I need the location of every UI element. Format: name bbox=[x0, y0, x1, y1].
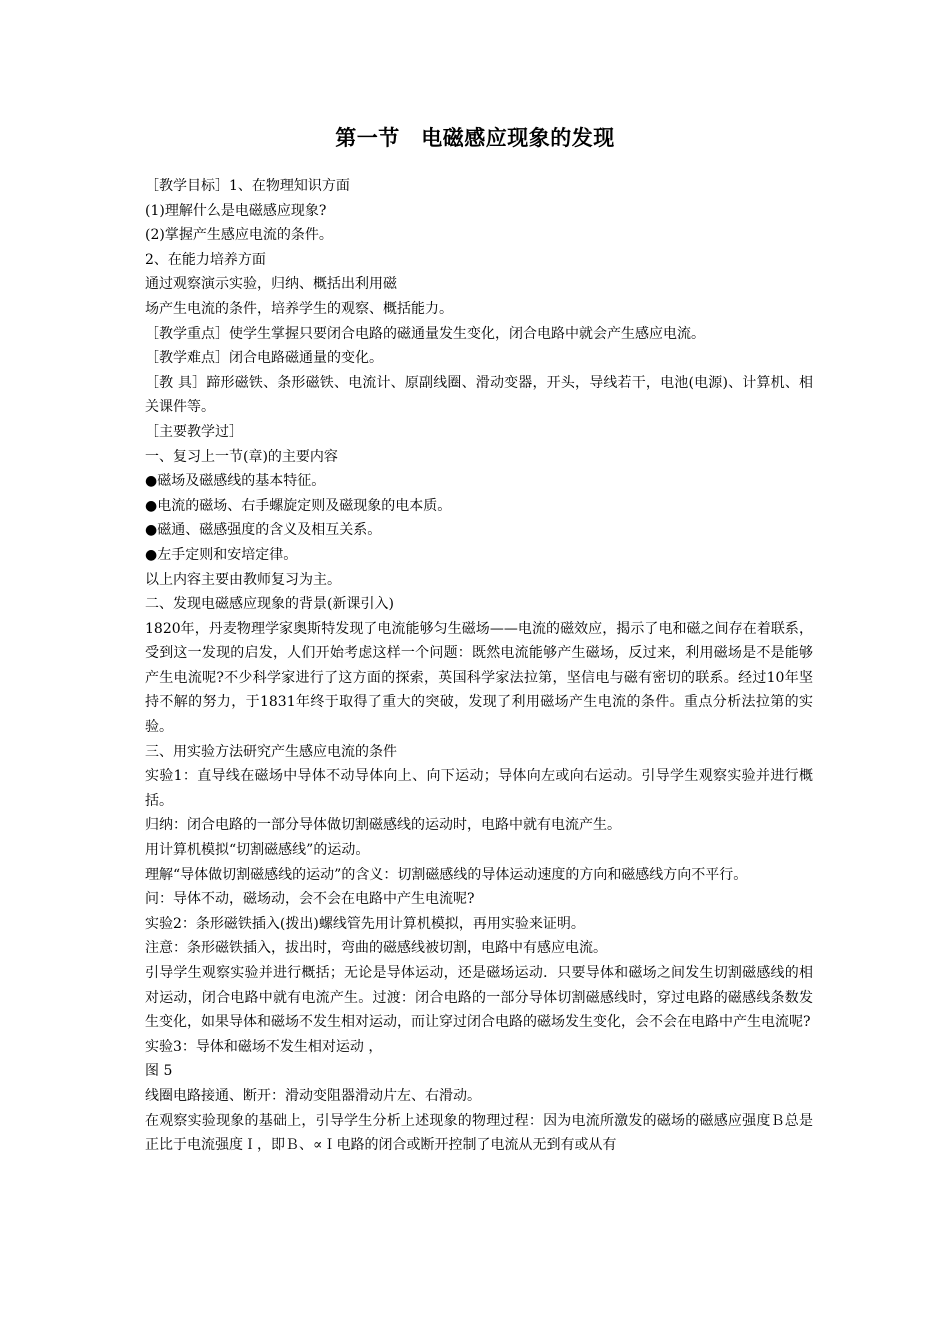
paragraph: 实验1：直导线在磁场中导体不动导体向上、向下运动；导体向左或向右运动。引导学生观察实验并进行概括。 bbox=[145, 768, 813, 809]
paragraph: 注意：条形磁铁插入，拔出时，弯曲的磁感线被切割，电路中有感应电流。 bbox=[145, 940, 607, 957]
paragraph: 在观察实验现象的基础上，引导学生分析上述现象的物理过程：因为电流所激发的磁场的磁感应强度Ｂ总是正比于电流强度Ｉ，即Ｂ、∝Ｉ电路的闭合或断开控制了电流从无到有或从有 bbox=[145, 1112, 813, 1154]
document-title: 第一节 电磁感应现象的发现 bbox=[335, 125, 615, 150]
paragraph: ●磁通、磁感强度的含义及相互关系。 bbox=[145, 522, 382, 539]
paragraph: 二、发现电磁感应现象的背景(新课引入) bbox=[145, 596, 394, 613]
paragraph: 引导学生观察实验并进行概括；无论是导体运动，还是磁场运动．只要导体和磁场之间发生切割磁感线的相对运动，闭合电路中就有电流产生。过渡：闭合电路的一部分导体切割磁感线时，穿过电路的磁感线条数发生变化，如果导体和磁场不发生相对运动，而让穿过闭合电路的磁场发生变化，会不会在电路中产生电流呢? bbox=[145, 965, 813, 1031]
paragraph: 一、复习上一节(章)的主要内容 bbox=[145, 448, 338, 465]
paragraph: 以上内容主要由教师复习为主。 bbox=[145, 571, 341, 588]
paragraph: 2、在能力培养方面 bbox=[145, 251, 266, 268]
paragraph: 实验2：条形磁铁插入(拨出)螺线管先用计算机模拟，再用实验来证明。 bbox=[145, 915, 585, 932]
paragraph: ●电流的磁场、右手螺旋定则及磁现象的电本质。 bbox=[145, 497, 452, 514]
paragraph: 问：导体不动，磁场动，会不会在电路中产生电流呢? bbox=[145, 891, 475, 908]
paragraph: 1820年，丹麦物理学家奥斯特发现了电流能够匀生磁场——电流的磁效应，揭示了电和磁之间存在着联系，受到这一发现的启发，人们开始考虑这样一个问题：既然电流能够产生磁场，反过来，利用磁场是不是能够产生电流呢?不少科学家进行了这方面的探索，英国科学家法拉第，坚信电与磁有密切的联系。经过10年坚持不解的努力，于1831年终于取得了重大的突破，发现了利用磁场产生电流的条件。重点分析法拉第的实验。 bbox=[145, 620, 813, 736]
paragraph: ［教 具］蹄形磁铁、条形磁铁、电流计、原副线圈、滑动变器，开头，导线若干，电池(电源)、计算机、相关课件等。 bbox=[145, 374, 813, 416]
paragraph: ●左手定则和安培定律。 bbox=[145, 546, 298, 563]
paragraph: 通过观察演示实验，归纳、概括出利用磁 bbox=[145, 276, 397, 293]
paragraph: ［主要教学过］ bbox=[145, 423, 243, 440]
paragraph: 归纳：闭合电路的一部分导体做切割磁感线的运动时，电路中就有电流产生。 bbox=[145, 817, 621, 834]
paragraph: ［教学难点］闭合电路磁通量的变化。 bbox=[145, 350, 383, 367]
paragraph: 场产生电流的条件，培养学生的观察、概括能力。 bbox=[145, 300, 453, 317]
paragraph: 图 5 bbox=[145, 1063, 173, 1080]
paragraph: 用计算机模拟“切割磁感线”的运动。 bbox=[145, 842, 370, 859]
paragraph: (2)掌握产生感应电流的条件。 bbox=[145, 227, 333, 244]
paragraph: 理解“导体做切割磁感线的运动”的含义：切割磁感线的导体运动速度的方向和磁感线方向不平行。 bbox=[145, 866, 748, 883]
paragraph: ●磁场及磁感线的基本特征。 bbox=[145, 473, 326, 490]
document-body bbox=[145, 174, 813, 1158]
paragraph: 实验3：导体和磁场不发生相对运动 ， bbox=[145, 1038, 383, 1055]
paragraph: 三、用实验方法研究产生感应电流的条件 bbox=[145, 743, 397, 760]
paragraph: (1)理解什么是电磁感应现象? bbox=[145, 202, 327, 219]
paragraph: ［教学目标］1、在物理知识方面 bbox=[145, 178, 350, 194]
paragraph: ［教学重点］使学生掌握只要闭合电路的磁通量发生变化，闭合电路中就会产生感应电流。 bbox=[145, 325, 705, 342]
paragraph: 线圈电路接通、断开：滑动变阻器滑动片左、右滑动。 bbox=[145, 1087, 481, 1104]
